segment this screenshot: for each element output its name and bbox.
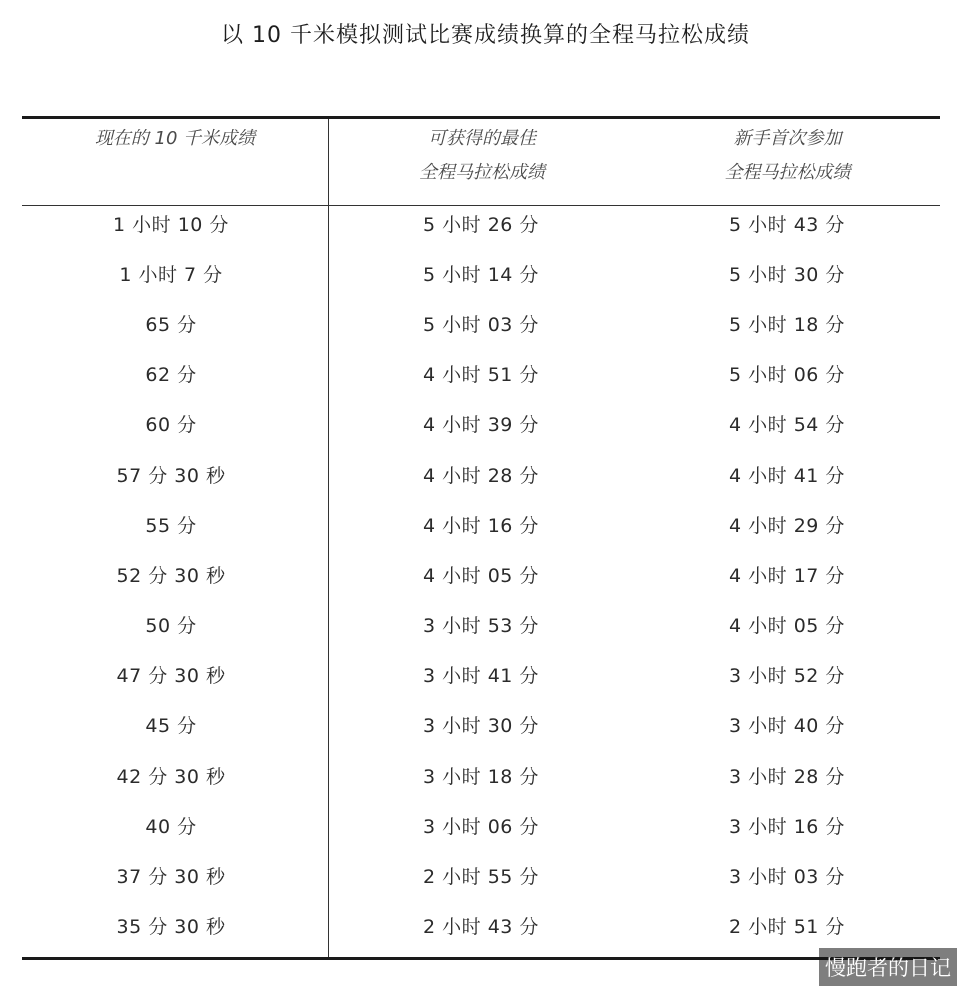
cell-first-marathon: 5 小时 06 分 [729,364,845,387]
table-row [22,901,940,951]
cell-best-marathon: 5 小时 26 分 [423,213,539,236]
table-row [22,700,940,750]
cell-best-marathon: 3 小时 06 分 [423,815,539,838]
cell-10k-time: 62 分 [145,364,197,387]
cell-first-marathon: 4 小时 05 分 [729,615,845,638]
cell-10k-time: 45 分 [145,715,197,738]
column-header-first-marathon [635,122,940,202]
table-row [22,549,940,599]
cell-10k-time: 35 分 30 秒 [116,916,226,939]
cell-best-marathon: 4 小时 16 分 [423,514,539,537]
cell-10k-time: 50 分 [145,615,197,638]
table-row [22,499,940,549]
table-row [22,298,940,348]
cell-best-marathon: 2 小时 43 分 [423,916,539,939]
cell-best-marathon: 5 小时 14 分 [423,263,539,286]
cell-first-marathon: 4 小时 29 分 [729,514,845,537]
cell-best-marathon: 4 小时 28 分 [423,464,539,487]
table-row [22,600,940,650]
table-row [22,399,940,449]
column-header-best-marathon [329,122,635,202]
cell-best-marathon: 4 小时 51 分 [423,364,539,387]
cell-10k-time: 37 分 30 秒 [116,866,226,889]
cell-best-marathon: 4 小时 05 分 [423,564,539,587]
table-row [22,800,940,850]
cell-10k-time: 57 分 30 秒 [116,464,226,487]
cell-10k-time: 65 分 [145,313,197,336]
cell-10k-time: 52 分 30 秒 [116,564,226,587]
table-bottom-rule [22,957,940,960]
cell-best-marathon: 5 小时 03 分 [423,313,539,336]
table-row [22,750,940,800]
cell-best-marathon: 3 小时 30 分 [423,715,539,738]
cell-10k-time: 40 分 [145,815,197,838]
cell-best-marathon: 3 小时 18 分 [423,765,539,788]
cell-best-marathon: 2 小时 55 分 [423,866,539,889]
table-row [22,449,940,499]
column-header-line: 现在的 10 千米成绩 [94,128,256,149]
column-header-line: 可获得的最佳 [428,128,536,149]
table-body [22,198,940,951]
column-header-line: 全程马拉松成绩 [419,162,545,183]
column-header-line: 新手首次参加 [733,128,842,149]
cell-first-marathon: 4 小时 41 分 [729,464,845,487]
column-header-line: 全程马拉松成绩 [724,162,851,183]
cell-best-marathon: 3 小时 41 分 [423,665,539,688]
cell-10k-time: 47 分 30 秒 [116,665,226,688]
watermark: 慢跑者的日记 [819,948,957,986]
table-row [22,850,940,900]
cell-first-marathon: 4 小时 54 分 [729,414,845,437]
table-row [22,650,940,700]
cell-first-marathon: 4 小时 17 分 [729,564,845,587]
cell-first-marathon: 3 小时 28 分 [729,765,845,788]
cell-10k-time: 55 分 [145,514,197,537]
table-row [22,198,940,248]
cell-first-marathon: 3 小时 52 分 [729,665,845,688]
cell-10k-time: 42 分 30 秒 [116,765,226,788]
cell-first-marathon: 5 小时 43 分 [729,213,845,236]
cell-10k-time: 1 小时 7 分 [119,263,223,286]
table-top-rule [22,116,940,119]
cell-10k-time: 1 小时 10 分 [113,213,229,236]
cell-first-marathon: 5 小时 30 分 [729,263,845,286]
page-title: 以 10 千米模拟测试比赛成绩换算的全程马拉松成绩 [221,23,750,48]
cell-first-marathon: 3 小时 16 分 [729,815,845,838]
cell-10k-time: 60 分 [145,414,197,437]
cell-first-marathon: 3 小时 40 分 [729,715,845,738]
cell-first-marathon: 3 小时 03 分 [729,866,845,889]
cell-first-marathon: 2 小时 51 分 [729,916,845,939]
column-header-current-10k [22,122,328,202]
cell-first-marathon: 5 小时 18 分 [729,313,845,336]
table-row [22,349,940,399]
cell-best-marathon: 3 小时 53 分 [423,615,539,638]
table-row [22,248,940,298]
cell-best-marathon: 4 小时 39 分 [423,414,539,437]
